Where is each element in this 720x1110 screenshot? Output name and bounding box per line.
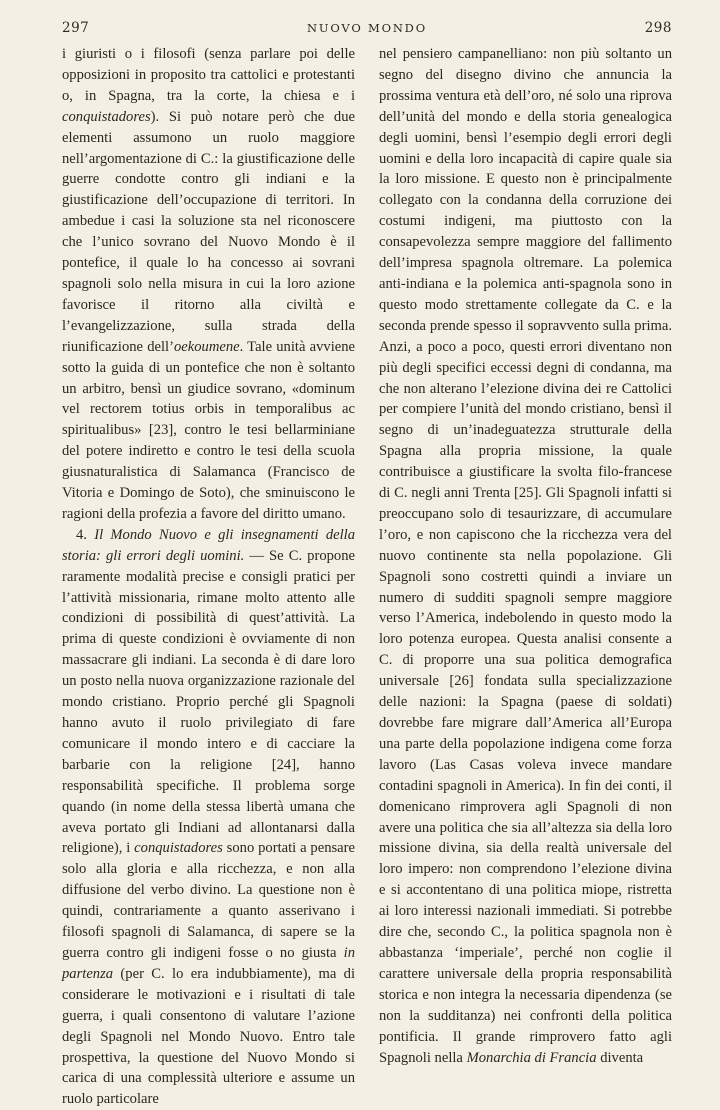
left-column: [62, 44, 355, 1110]
page-number-right: 298: [644, 20, 672, 36]
page-number-left: 297: [62, 20, 90, 36]
paragraph-continuation: i giuristi o i filosofi (senza parlare poi delle opposizioni in proposito tra cattolici e protestanti o, in Spagna, tra la corte, la chiesa e i conquistadores). Si può notare però che due elementi assumono un ruolo maggiore nell’argomentazione di C.: la giustificazione delle guerre condotte contro gli indiani e la giustificazione dell’occupazione di territori. In ambedue i casi la soluzione sta nel riconoscere che l’unico sovrano del Nuovo Mondo è il pontefice, il quale lo ha concesso ai sovrani spagnoli solo nella misura in cui la loro azione favorisce il ritorno alla civiltà e l’evangelizzazione, sulla strada della riunificazione dell’oekoumene. Tale unità avviene sotto la guida di un pontefice che non è soltanto un arbitro, bensì un giudice sovrano, «dominum vel rectorem totius orbis in temporalibus ac spiritualibus» [23], contro le tesi bellarminiane del potere indiretto e contro le tesi della scuola giusnaturalistica di Salamanca (Francisco de Vitoria e Domingo de Soto), che sminuiscono le ragioni della profezia a favore del diritto umano.: [62, 46, 355, 522]
running-title: NUOVO MONDO: [307, 21, 427, 35]
section-title: Il Mondo Nuovo e gli insegnamenti della storia: gli errori degli uomini.: [62, 526, 355, 564]
paragraph-continuation-right: nel pensiero campanelliano: non più soltanto un segno del disegno divino che annuncia la prossima ventura età dell’oro, né solo una riprova dell’unità del mondo e della storia genealogica degli uomini, bensì l’esempio degli errori degli uomini e della loro incapacità di capire quale sia la loro missione. E questo non è principalmente collegato con la condanna della corruzione dei costumi indigeni, ma piuttosto con la consapevolezza sempre maggiore del fallimento dell’impresa spagnola oltremare. La polemica anti-indiana e la polemica anti-spagnola sono in questo modo strettamente collegate da C. e la seconda prende spesso il sopravvento sulla prima. Anzi, a poco a poco, questi errori diventano non più degli specifici eccessi degni di condanna, ma che non alterano l’elezione divina dei re Cattolici per compiere l’unità del mondo cristiano, bensì il segno di un’inadeguatezza strutturale della Spagna alla propria missione, la quale contribuisce a giustificare la svolta filo-francese di C. negli anni Trenta [25]. Gli Spagnoli infatti si preoccupano solo di tesaurizzare, di accumulare l’oro, e non capiscono che la ricchezza vera del nuovo continente sta nella popolazione. Gli Spagnoli sono costretti quindi a inviare un numero di sudditi spagnoli sempre maggiore verso l’America, indebolendo in questo modo la loro potenza europea. Questa analisi consente a C. di proporre una sua politica demografica universale [26] fondata sulla specializzazione delle nazioni: la Spagna (paese di soldati) dovrebbe fare migrare dall’America all’Europa una parte della popolazione indigena come forza lavoro (Las Casas voleva invece mandare contadini spagnoli in America). In fin dei conti, il domenicano rimprovera agli Spagnoli di non avere una politica che sia all’altezza sia della loro missione divina, sia della realtà universale del loro impero: non comprendono l’elezione divina e si accontentano di una politica miope, ristretta ai loro interessi nazionali immediati. Si potrebbe dire che, secondo C., la politica spagnola non è abbastanza ‘imperiale’, perché non coglie il carattere universale della propria responsabilità storica e non integra la necessaria dipendenza (se non la sudditanza) nei confronti della politica pontificia. Il grande rimprovero fatto agli Spagnoli nella Monarchia di Francia diventa: [379, 46, 672, 1066]
text-columns: [62, 44, 672, 1110]
section-number: 4.: [76, 526, 95, 543]
page-header: [62, 20, 672, 44]
section-4-paragraph: 4. Il Mondo Nuovo e gli insegnamenti della storia: gli errori degli uomini. — Se C. propone raramente modalità precise e consigli pratici per l’attività missionaria, rimane molto attento alle condizioni di possibilità di quest’attività. La prima di queste condizioni è ovviamente di non massacrare gli indiani. La seconda è di dare loro un posto nella nuova organizzazione razionale del mondo cristiano. Proprio perché gli Spagnoli hanno avuto il ruolo privilegiato di fare comunicare il mondo intero e di cacciare la barbarie con la religione [24], hanno responsabilità specifiche. Il problema sorge quando (in nome della stessa libertà umana che aveva portato gli Indiani ad allontanarsi dalla religione), i conquistadores sono portati a pensare solo alla gloria e alla ricchezza, e non alla diffusione del verbo divino. La questione non è quindi, contrariamente a quanto asserivano i filosofi spagnoli di Salamanca, di sapere se la guerra contro gli indigeni fosse o no giusta in partenza (per C. lo era indubbiamente), ma di considerare le motivazioni e i risultati di tale guerra, i quali consentono di valutare l’azione degli Spagnoli nel Mondo Nuovo. Entro tale prospettiva, la questione del Nuovo Mondo si carica di una complessità ulteriore e assume un ruolo particolare: [62, 526, 355, 1108]
right-column: [379, 44, 672, 1110]
